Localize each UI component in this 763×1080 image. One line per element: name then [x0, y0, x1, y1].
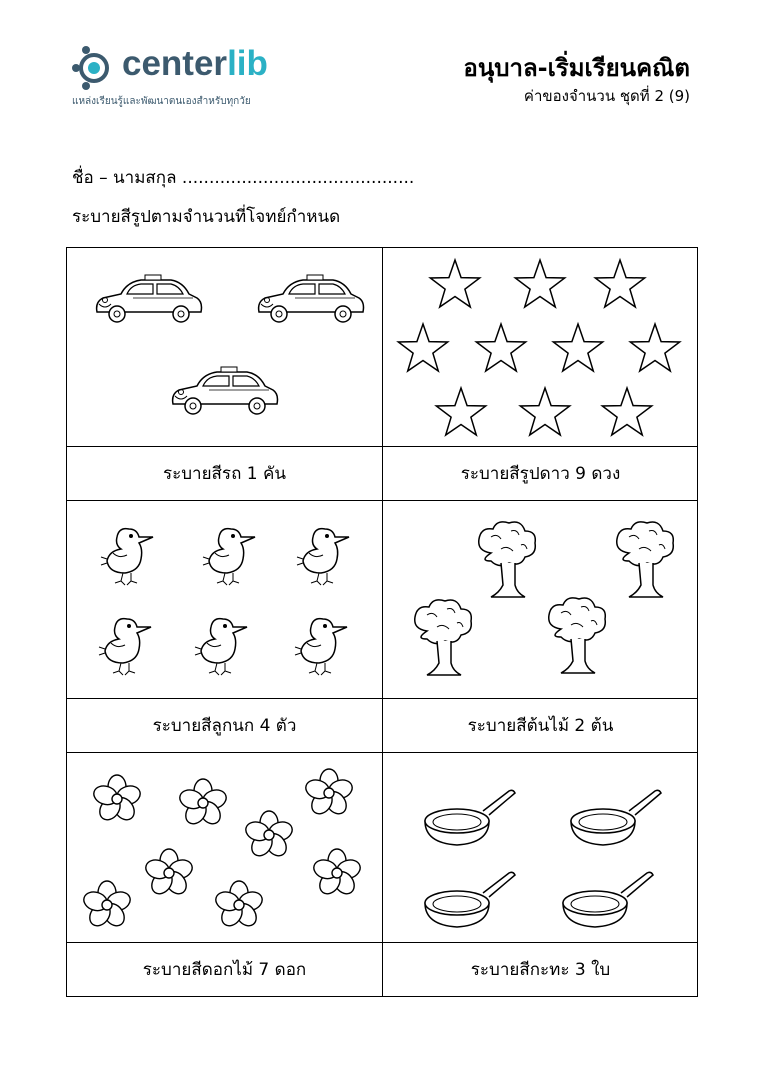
exercise-birds-picture[interactable] — [67, 501, 382, 698]
bird-icon — [203, 529, 255, 585]
bird-icon — [99, 619, 151, 675]
pan-icon — [425, 872, 515, 927]
name-field[interactable]: ชื่อ – นามสกุล ........................................... — [72, 168, 415, 188]
page-subtitle: ค่าของจำนวน ชุดที่ 2 (9) — [523, 87, 690, 105]
flower-icon — [81, 881, 132, 930]
flower-icon — [243, 811, 294, 860]
page-title: อนุบาล-เริ่มเรียนคณิต — [463, 54, 690, 82]
bird-icon — [195, 619, 247, 675]
star-icon — [595, 260, 644, 307]
centerlib-logo — [72, 42, 302, 112]
pan-icon — [571, 790, 661, 845]
logo-mark-icon — [72, 44, 118, 90]
exercise-grid — [66, 247, 698, 997]
car-icon — [173, 367, 278, 414]
flower-icon — [143, 849, 194, 898]
star-icon — [430, 260, 479, 307]
car-icon — [97, 275, 202, 322]
tree-icon — [549, 598, 606, 673]
tree-icon — [479, 522, 536, 597]
tree-icon — [617, 522, 674, 597]
exercise-label-stars: ระบายสีรูปดาว 9 ดวง — [460, 463, 621, 484]
car-icon — [259, 275, 364, 322]
pan-icon — [563, 872, 653, 927]
bird-icon — [101, 529, 153, 585]
brand-tagline: แหล่งเรียนรู้และพัฒนาตนเองสำหรับทุกวัย — [72, 96, 251, 107]
star-icon — [436, 388, 485, 435]
pan-icon — [425, 790, 515, 845]
flower-icon — [311, 849, 362, 898]
exercise-cars-picture[interactable] — [67, 248, 382, 446]
instruction-text: ระบายสีรูปตามจำนวนที่โจทย์กำหนด — [72, 207, 341, 227]
brand-name: centerlib — [122, 44, 268, 83]
bird-icon — [295, 619, 347, 675]
star-icon — [398, 324, 447, 371]
exercise-label-cars: ระบายสีรถ 1 คัน — [163, 463, 286, 484]
exercise-trees-picture[interactable] — [383, 501, 698, 698]
tree-icon — [415, 600, 472, 675]
exercise-label-flowers: ระบายสีดอกไม้ 7 ดอก — [142, 959, 307, 980]
flower-icon — [177, 779, 228, 828]
star-icon — [520, 388, 569, 435]
flower-icon — [213, 881, 264, 930]
exercise-label-trees: ระบายสีต้นไม้ 2 ต้น — [467, 715, 614, 736]
star-icon — [602, 388, 651, 435]
exercise-flowers-picture[interactable] — [67, 753, 382, 942]
star-icon — [515, 260, 564, 307]
flower-icon — [303, 769, 354, 818]
exercise-label-pans: ระบายสีกะทะ 3 ใบ — [470, 959, 611, 980]
star-icon — [630, 324, 679, 371]
star-icon — [476, 324, 525, 371]
exercise-label-birds: ระบายสีลูกนก 4 ตัว — [152, 715, 297, 736]
flower-icon — [91, 775, 142, 824]
star-icon — [553, 324, 602, 371]
bird-icon — [297, 529, 349, 585]
exercise-stars-picture[interactable] — [383, 248, 698, 446]
exercise-pans-picture[interactable] — [383, 753, 698, 942]
